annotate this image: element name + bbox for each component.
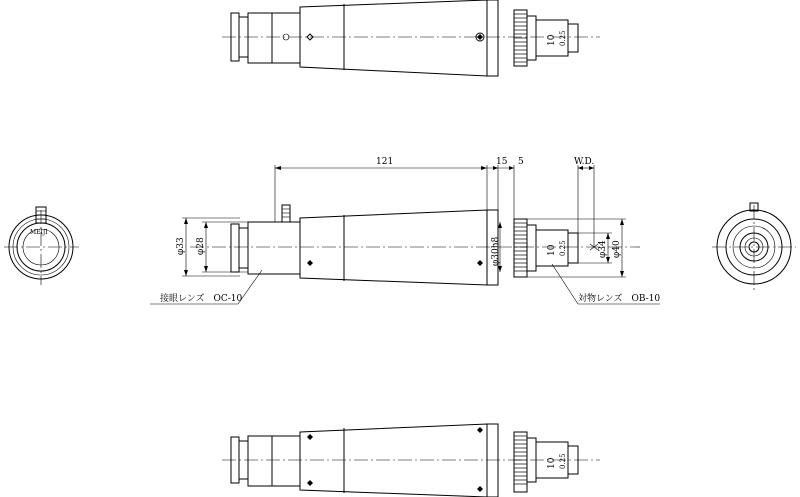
dim-phi28: φ28 [196,237,206,255]
top-view [222,0,600,76]
right-end-view [712,203,796,290]
scale-marking: MEIJI [30,229,48,236]
callouts [150,264,660,304]
side-view [190,205,640,285]
top-objective-magnification: 10 [547,34,557,46]
side-knurl [514,223,527,271]
top-knurl [514,14,527,62]
dim-121: 121 [376,157,394,167]
dimensions [176,157,626,277]
dim-wd: W.D. [574,157,595,167]
dim-phi30h8: φ30h8 [491,236,501,266]
left-end-view [4,207,79,285]
dim-15: 15 [496,157,508,167]
dim-5: 5 [518,157,524,167]
eyepiece-callout: 接眼レンズ OC-10 [160,294,243,304]
side-objective-na: 0.25 [559,240,567,256]
top-objective-na: 0.25 [559,30,567,46]
dim-phi34: φ34 [598,240,608,258]
dim-phi33: φ33 [176,237,186,255]
side-objective-magnification: 10 [547,244,557,256]
objective-callout: 対物レンズ OB-10 [578,294,661,304]
bottom-knurl [514,436,527,484]
bottom-objective-magnification: 10 [547,457,557,469]
bottom-view [222,424,600,497]
bottom-objective-na: 0.25 [559,453,567,469]
dim-phi40: φ40 [612,240,622,258]
